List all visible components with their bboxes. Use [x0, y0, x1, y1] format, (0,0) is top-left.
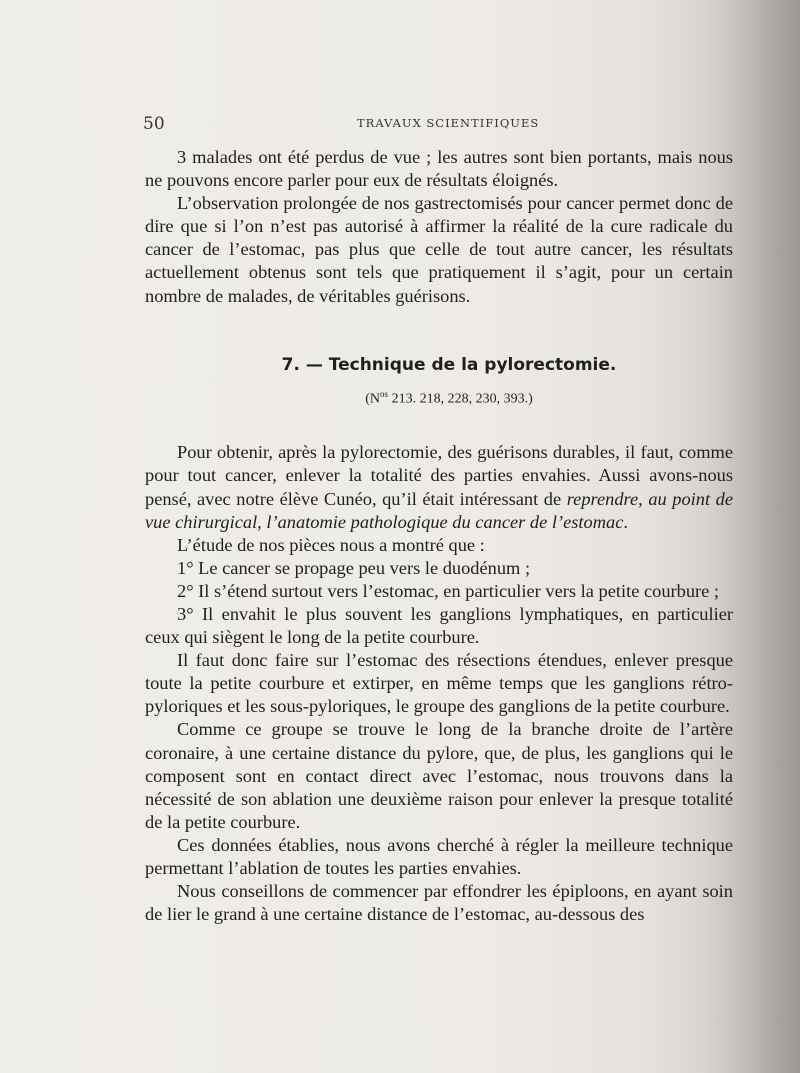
list-item: 2° Il s’étend surtout vers l’estomac, en particulier vers la petite courbure ; — [177, 580, 720, 601]
paragraph: 3 malades ont été perdus de vue ; les autres sont bien portants, mais nous ne pouvons encore parler pour eux de résultats éloignés. — [145, 147, 733, 191]
body-text — [145, 146, 733, 926]
page-number: 50 — [143, 114, 165, 134]
section-title: 7. — Technique de la pylorectomie. — [281, 354, 617, 375]
intro-text: Pour obtenir, après la pylorectomie, des guérisons durables, il faut, comme pour tout cancer, enlever la totalité des parties envahies. Aussi avons-nous pensé, avec notre élève Cunéo, qu’il était intéressant de — [145, 442, 733, 509]
paragraph: Nous conseillons de commencer par effondrer les épiploons, en ayant soin de lier le grand à une certaine distance de l’estomac, au-dessous des — [145, 881, 733, 925]
paragraph: Ces données établies, nous avons cherché à régler la meilleure technique permettant l’ablation de toutes les parties envahies. — [145, 834, 733, 878]
paragraph: L’étude de nos pièces nous a montré que : — [177, 534, 485, 555]
paragraph-intro — [145, 441, 733, 533]
list-item: 3° Il envahit le plus souvent les ganglions lymphatiques, en particulier ceux qui siègent le long de la petite courbure. — [145, 603, 733, 648]
section-references — [145, 385, 733, 409]
intro-italic: reprendre, au point de vue chirurgical, l’anatomie pathologique du cancer de l’estomac — [145, 488, 733, 532]
refs-numbers: 213. 218, 228, 230, 393.) — [388, 391, 533, 407]
intro-end: . — [623, 511, 628, 532]
paragraph: Il faut donc faire sur l’estomac des résections étendues, enlever presque toute la petite courbure et extirper, en même temps que les ganglions rétro-pyloriques et les sous-pyloriques, le groupe des ganglions de la petite courbure. — [145, 650, 733, 717]
list-item: 1° Le cancer se propage peu vers le duodénum ; — [177, 557, 531, 578]
paragraph: L’observation prolongée de nos gastrectomisés pour cancer permet donc de dire que si l’on n’est pas autorisé à affirmer la réalité de la cure radicale du cancer de l’estomac, pas plus que celle de tout autre cancer, les résultats actuellement obtenus sont tels que pratiquement il s’agit, pour un certain nombre de malades, de véritables guérisons. — [145, 193, 733, 306]
running-head: TRAVAUX SCIENTIFIQUES — [357, 116, 540, 130]
page-header — [143, 114, 740, 136]
paragraph: Comme ce groupe se trouve le long de la branche droite de l’artère coronaire, à une certaine distance du pylore, que, de plus, les ganglions qui le composent sont en contact direct avec l’estomac, nous trouvons dans la nécessité de son ablation une deuxième raison pour enlever la presque totalité de la petite courbure. — [145, 719, 733, 832]
refs-prefix: (N — [365, 391, 381, 407]
refs-superscript: os — [380, 388, 389, 399]
